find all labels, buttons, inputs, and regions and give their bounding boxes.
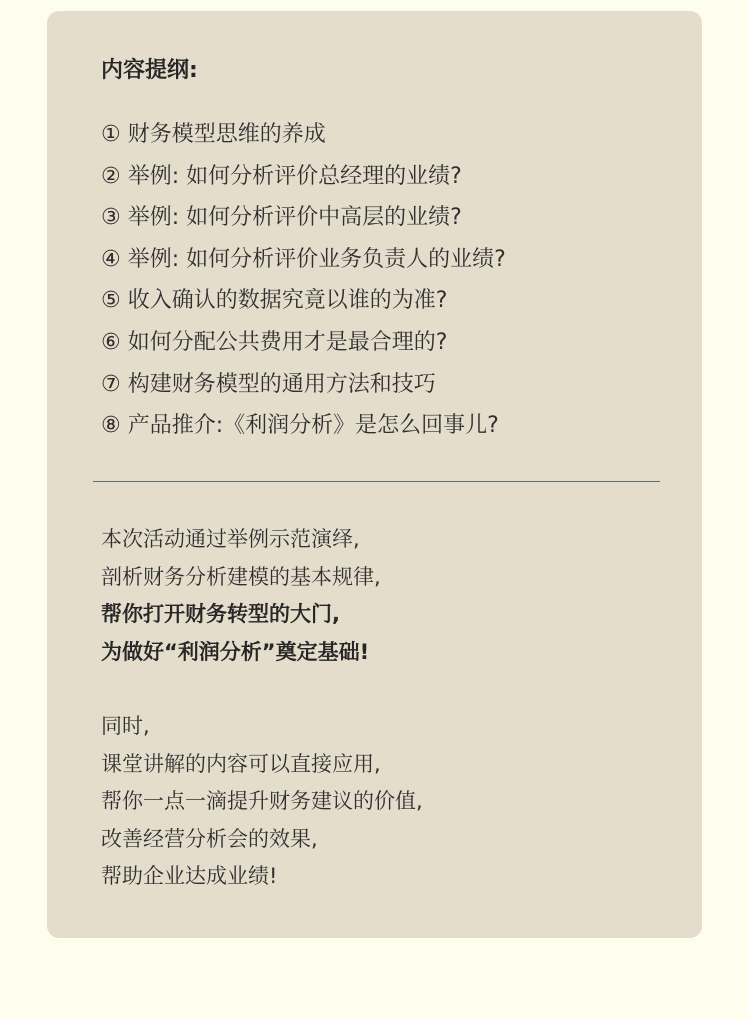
outline-item-4: ④ 举例: 如何分析评价业务负责人的业绩?	[101, 246, 506, 272]
closing-line-4: 改善经营分析会的效果,	[101, 826, 318, 851]
outline-item-2: ② 举例: 如何分析评价总经理的业绩?	[101, 163, 462, 189]
outline-list	[101, 114, 506, 447]
intro-line-3: 帮你打开财务转型的大门,	[101, 602, 340, 626]
outline-item-8: ⑧ 产品推介:《利润分析》是怎么回事儿?	[101, 413, 499, 439]
intro-line-4: 为做好“利润分析”奠定基础!	[101, 639, 370, 664]
content-card	[47, 11, 702, 938]
outline-item-3: ③ 举例: 如何分析评价中高层的业绩?	[101, 205, 462, 231]
outline-item-5: ⑤ 收入确认的数据究竟以谁的为准?	[101, 288, 448, 314]
closing-line-5: 帮助企业达成业绩!	[101, 864, 278, 888]
closing-line-1: 同时,	[101, 714, 150, 738]
outline-item-1: ① 财务模型思维的养成	[101, 122, 326, 147]
outline-item-6: ⑥ 如何分配公共费用才是最合理的?	[101, 329, 448, 355]
intro-line-2: 剖析财务分析建模的基本规律,	[101, 564, 381, 589]
section-divider	[93, 481, 660, 482]
intro-line-1: 本次活动通过举例示范演绎,	[101, 527, 360, 551]
outline-title: 内容提纲:	[101, 58, 198, 83]
closing-line-2: 课堂讲解的内容可以直接应用,	[101, 751, 381, 776]
closing-paragraph	[101, 708, 423, 896]
outline-item-7: ⑦ 构建财务模型的通用方法和技巧	[101, 371, 436, 397]
intro-paragraph	[101, 521, 381, 671]
closing-line-3: 帮你一点一滴提升财务建议的价值,	[101, 789, 423, 813]
